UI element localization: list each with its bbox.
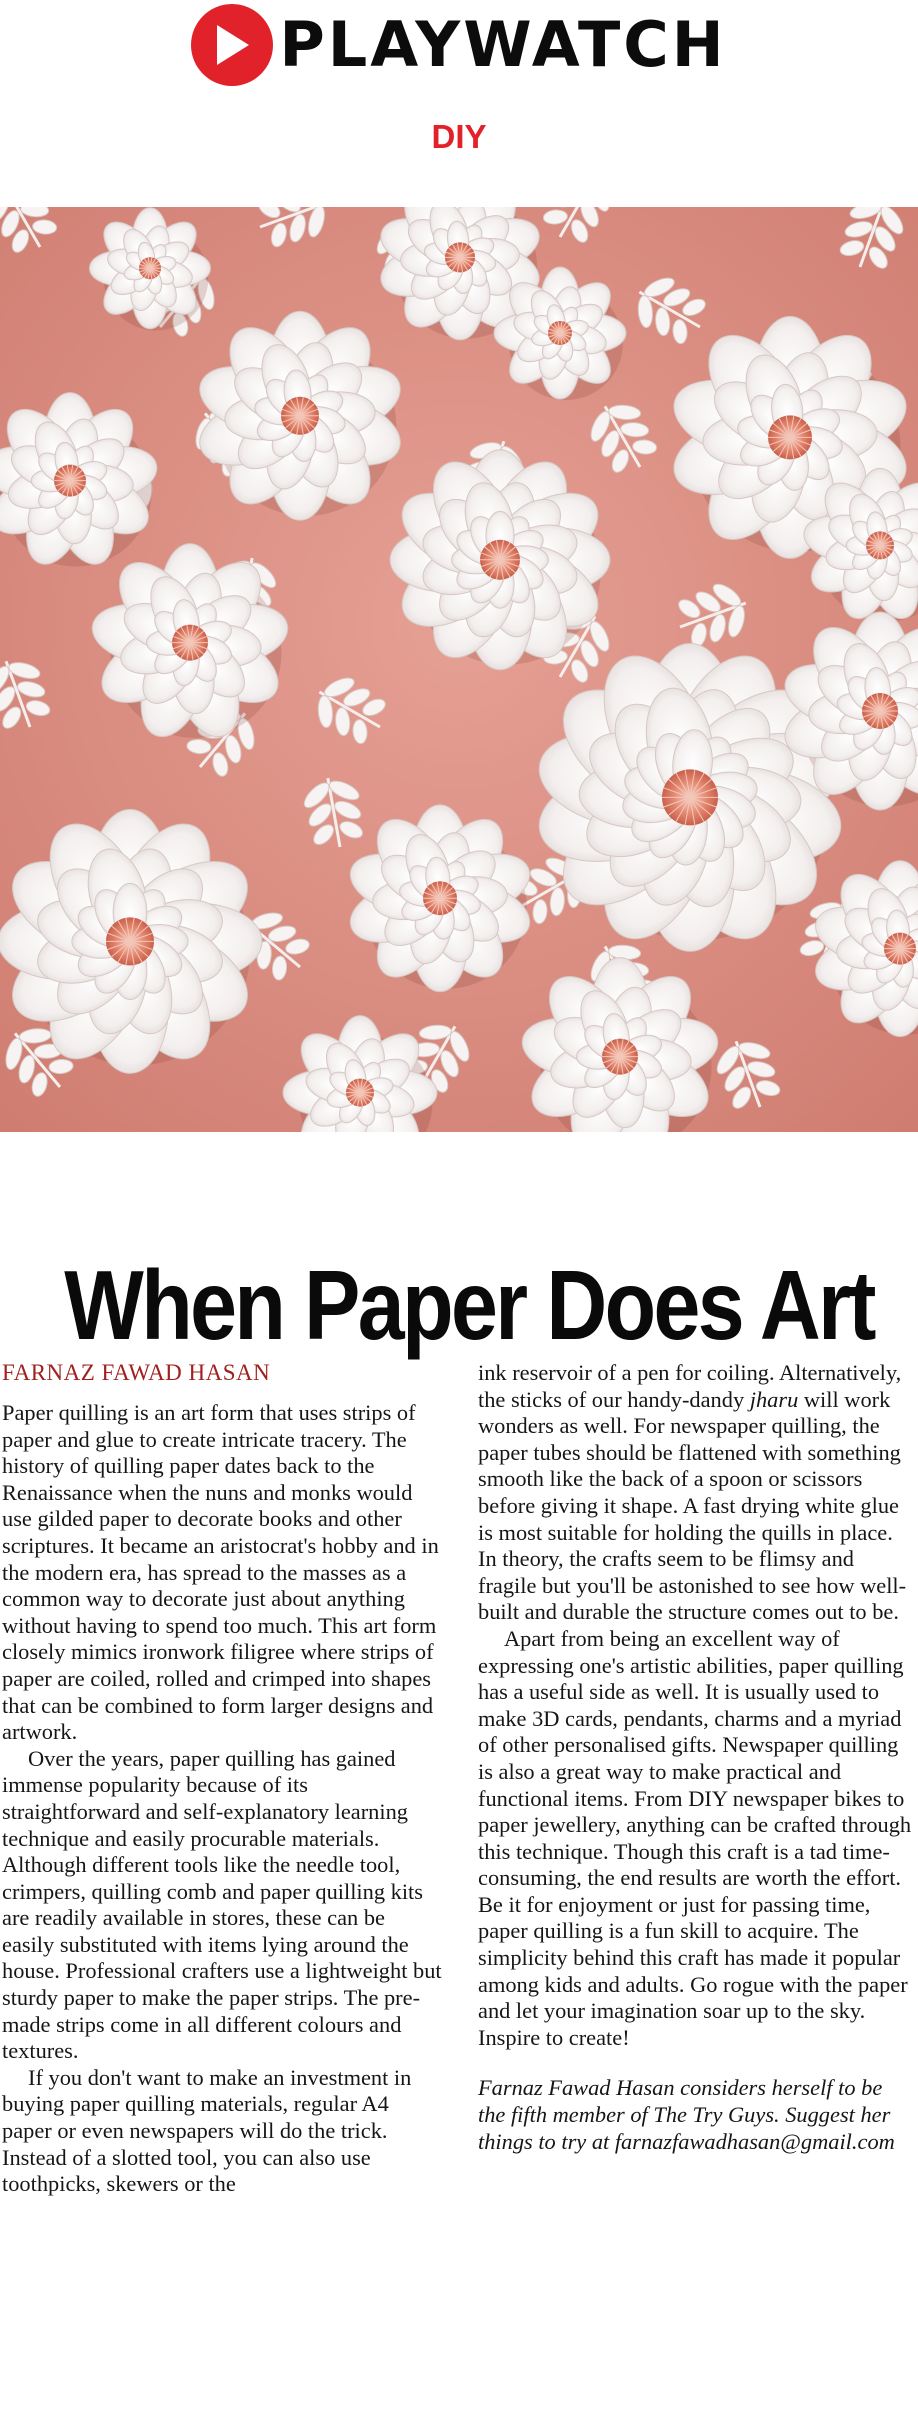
article-column-left <box>2 1360 442 2198</box>
paragraph-5: Apart from being an excellent way of expressing one's artistic abilities, paper quilling has a useful side as well. It is usually used to make 3D cards, pendants, charms and a myriad of other personalised gifts. Newspaper quilling is also a great way to make practical and functional items. From DIY newspaper bikes to paper jewellery, anything can be crafted through this technique. Though this craft is a tad time-consuming, the end results are worth the effort. Be it for enjoyment or just for passing time, paper quilling is a fun skill to acquire. The simplicity behind this craft has made it popular among kids and adults. Go rogue with the paper and let your imagination soar up to the sky. Inspire to create! <box>478 1625 912 2050</box>
paper-flower <box>494 267 626 400</box>
article-byline: FARNAZ FAWAD HASAN <box>2 1360 271 1385</box>
article-body <box>0 1360 918 2414</box>
paragraph-3: If you don't want to make an investment in buying paper quilling materials, regular A4 paper or even newspapers will do the trick. Instead of a slotted tool, you can also use toothpicks, skewers or the <box>2 2064 412 2197</box>
paragraph-2: Over the years, paper quilling has gained immense popularity because of its straightforward and self-explanatory learning technique and easily procurable materials. Although different tools like the needle tool, crimpers, quilling comb and paper quilling kits are readily available in stores, these can be easily substituted with items lying around the house. Professional crafters use a lightweight but sturdy paper to make the paper strips. The pre-made strips come in all different colours and textures. <box>2 1745 442 2064</box>
brand-logo-text[interactable]: PLAYWATCH <box>279 8 727 81</box>
paragraph-4-text-b: will work wonders as well. For newspaper quilling, the paper tubes should be flattened with something smooth like the back of a spoon or scissors before giving it shape. A fast drying white glue is most suitable for holding the quills in place. In theory, the crafts seem to be flimsy and fragile but you'll be astonished to see how well-built and durable the structure comes out to be. <box>478 1386 907 1625</box>
paper-flowers-illustration <box>0 207 918 1132</box>
paragraph-4-emphasis: jharu <box>749 1386 799 1412</box>
paragraph-4 <box>478 1360 914 1626</box>
article-headline: When Paper Does Art <box>64 1249 874 1360</box>
paragraph-1: Paper quilling is an art form that uses strips of paper and glue to create intricate tracery. The history of quilling paper dates back to the Renaissance when the nuns and monks would use gilded paper to decorate books and other scriptures. It became an aristocrat's hobby and in the modern era, has spread to the masses as a common way to decorate just about anything without having to spend too much. This art form closely mimics ironwork filigree where strips of paper are coiled, rolled and crimped into shapes that can be combined to form larger designs and artwork. <box>2 1400 439 1745</box>
article-column-right <box>478 1360 914 2155</box>
author-bio[interactable]: Farnaz Fawad Hasan considers herself to be the fifth member of The Try Guys. Suggest her things to try at farnazfawadhasan@gmail.com <box>478 2075 895 2154</box>
hero-image <box>0 207 918 1132</box>
paragraph-4-text-a: ink reservoir of a pen for coiling. Alternatively, the sticks of our handy-dandy <box>478 1360 902 1412</box>
play-icon[interactable] <box>191 4 273 86</box>
masthead <box>0 2 918 88</box>
paper-flower <box>90 208 211 331</box>
section-label[interactable]: DIY <box>431 118 487 155</box>
